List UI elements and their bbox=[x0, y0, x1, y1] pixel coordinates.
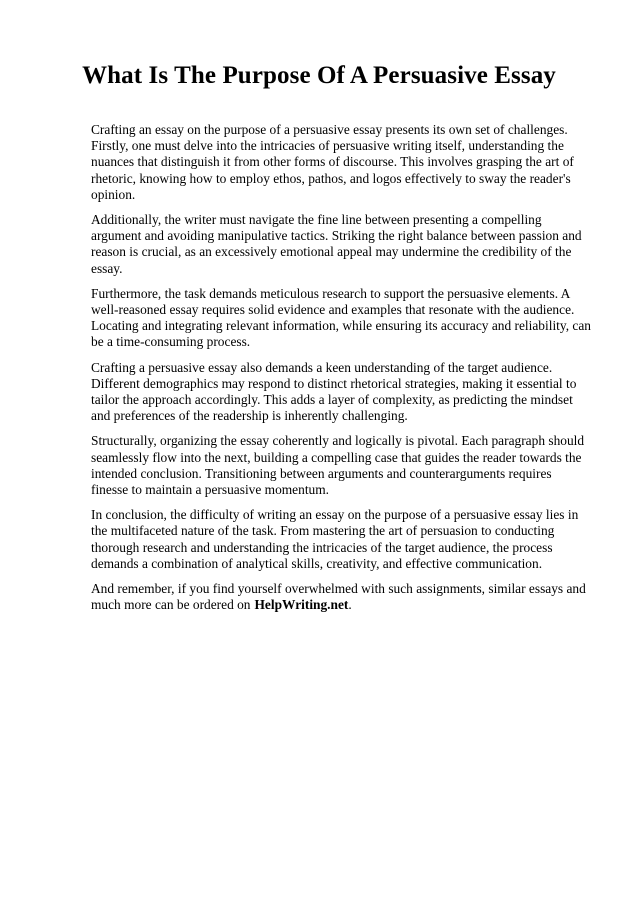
paragraph-3: Furthermore, the task demands meticulous research to support the persuasive elements. A well-reasoned essay requires solid evidence and examples that resonate with the audience. Locating and integrating relevant information, while ensuring its accuracy and reliability, can be a time-consuming process. bbox=[91, 285, 591, 350]
paragraph-1: Crafting an essay on the purpose of a persuasive essay presents its own set of challenges. Firstly, one must delve into the intricacies of persuasive writing itself, understanding the nuances that distinguish it from other forms of discourse. This involves grasping the art of rhetoric, knowing how to employ ethos, pathos, and logos effectively to sway the reader's opinion. bbox=[91, 122, 574, 202]
paragraph-4: Crafting a persuasive essay also demands a keen understanding of the target audience. Different demographics may respond to distinct rhetorical strategies, making it essential to tailor the approach accordingly. This adds a layer of complexity, as predicting the mindset and preferences of the readership is inherently challenging. bbox=[91, 359, 577, 424]
paragraph-5: Structurally, organizing the essay coherently and logically is pivotal. Each paragraph should seamlessly flow into the next, building a compelling case that guides the reader towards the intended conclusion. Transitioning between arguments and counterarguments requires finesse to maintain a persuasive momentum. bbox=[91, 433, 585, 498]
paragraph-6: In conclusion, the difficulty of writing an essay on the purpose of a persuasive essay lies in the multifaceted nature of the task. From mastering the art of persuasion to conducting thorough research and understanding the intricacies of the target audience, the process demands a combination of analytical skills, creativity, and effective communication. bbox=[91, 507, 579, 571]
closing-period: . bbox=[348, 597, 352, 613]
closing-paragraph bbox=[91, 581, 591, 613]
closing-text: And remember, if you find yourself overwhelmed with such assignments, similar essays and much more can be ordered on bbox=[91, 581, 586, 613]
helpwriting-link[interactable]: HelpWriting.net bbox=[254, 597, 349, 613]
page-title: What Is The Purpose Of A Persuasive Essay bbox=[82, 62, 556, 89]
paragraph-2: Additionally, the writer must navigate the fine line between presenting a compelling argument and avoiding manipulative tactics. Striking the right balance between passion and reason is crucial, as an excessively emotional appeal may undermine the credibility of the essay. bbox=[91, 212, 582, 276]
essay-body bbox=[91, 122, 591, 622]
